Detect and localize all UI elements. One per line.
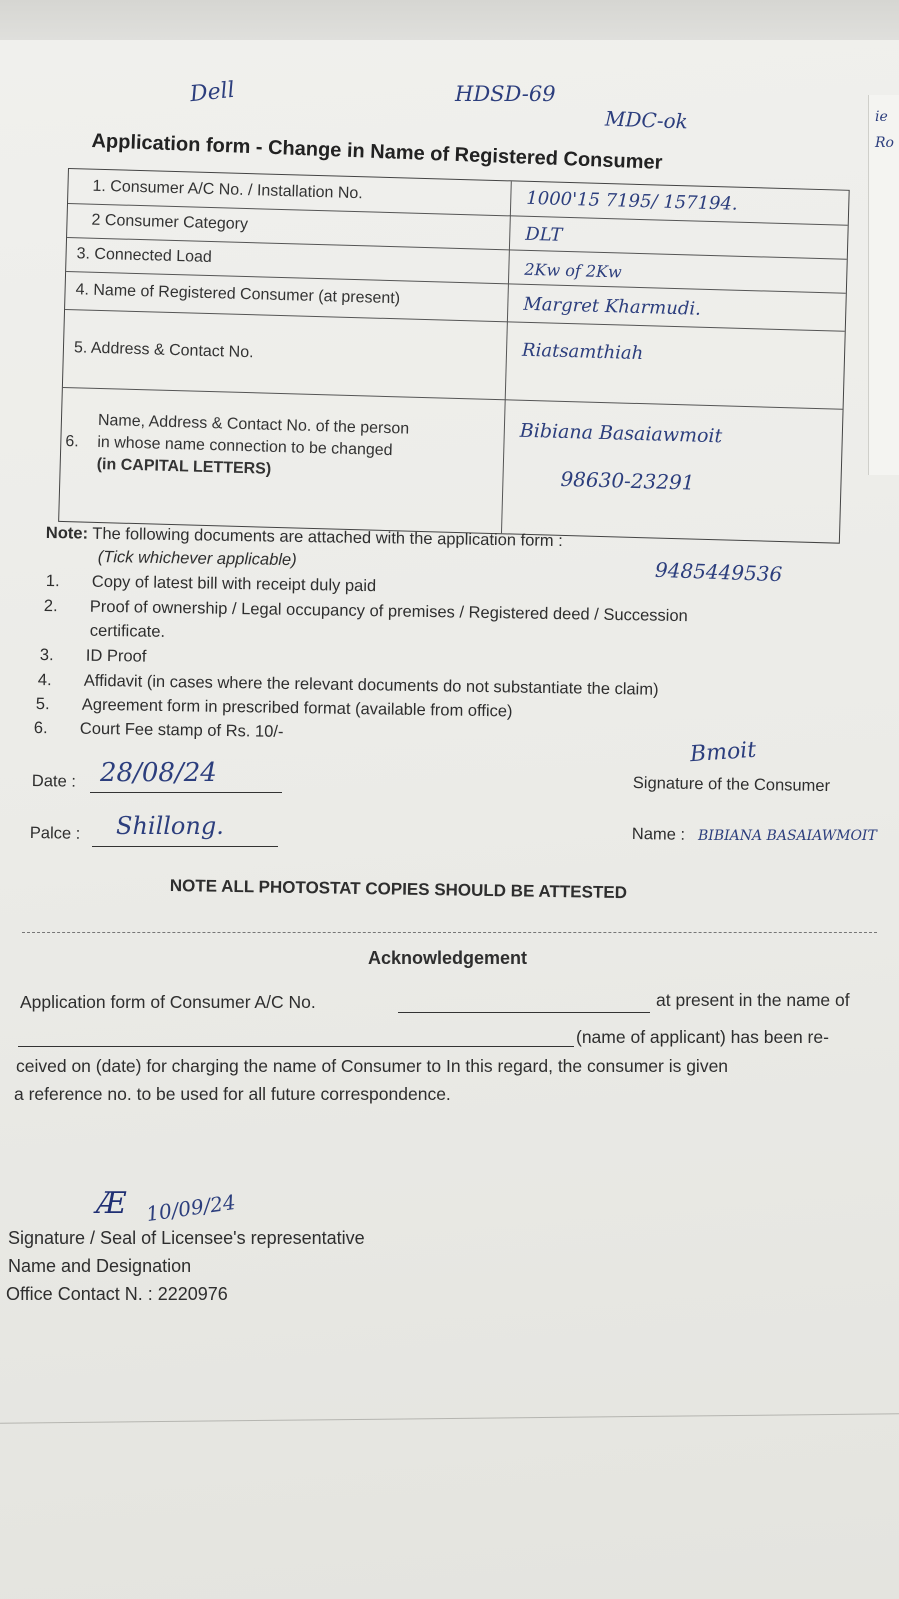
ack-line2-b: (name of applicant) has been re- bbox=[576, 1027, 829, 1047]
notes-heading-bold: Note: bbox=[45, 524, 89, 543]
licensee-line2: Name and Designation bbox=[8, 1256, 192, 1276]
acknowledgement-heading: Acknowledgement bbox=[368, 948, 528, 968]
margin-note-2: Ro bbox=[875, 135, 894, 151]
extra-phone: 9485449536 bbox=[654, 557, 783, 587]
row-value: 1000'15 7195/ 157194. bbox=[526, 187, 738, 215]
adjacent-paper-edge bbox=[868, 95, 899, 475]
row-value-phone: 98630-23291 bbox=[560, 466, 695, 495]
date-label: Date : bbox=[31, 772, 77, 791]
form-title: Application form - Change in Name of Registered Consumer bbox=[91, 130, 663, 174]
ack-line1-b: at present in the name of bbox=[656, 990, 850, 1010]
account-blank bbox=[398, 1012, 650, 1013]
table-row bbox=[59, 387, 842, 541]
row-value-name: Bibiana Basaiawmoit bbox=[519, 419, 723, 448]
row-label: 1. Consumer A/C No. / Installation No. bbox=[92, 177, 363, 203]
applicant-blank bbox=[18, 1046, 574, 1047]
handwritten-mark: Dell bbox=[188, 77, 236, 108]
row-number: 6. bbox=[65, 433, 79, 451]
row-label: 2 Consumer Category bbox=[91, 211, 249, 234]
row-label-line2: in whose name connection to be changed bbox=[97, 433, 393, 460]
consumer-signature: Bmoit bbox=[689, 737, 757, 768]
row-value: Margret Kharmudi. bbox=[523, 293, 702, 320]
row-value: DLT bbox=[525, 223, 563, 246]
row-value: Riatsamthiah bbox=[521, 339, 644, 365]
row-label: 5. Address & Contact No. bbox=[73, 339, 254, 362]
place-value: Shillong. bbox=[116, 812, 224, 840]
row-value: 2Kw of 2Kw bbox=[524, 259, 622, 282]
licensee-signature-date: 10/09/24 bbox=[144, 1189, 238, 1227]
row-label: 3. Connected Load bbox=[76, 245, 213, 267]
licensee-line1: Signature / Seal of Licensee's representative bbox=[8, 1228, 365, 1248]
licensee-line3: Office Contact N. : 2220976 bbox=[6, 1284, 228, 1304]
name-label: Name : bbox=[631, 825, 686, 844]
place-underline bbox=[92, 846, 278, 847]
place-label: Palce : bbox=[29, 824, 81, 843]
list-item: certificate. bbox=[89, 621, 166, 641]
notes-heading-text: The following documents are attached with the application form : bbox=[92, 524, 563, 551]
ack-line4: a reference no. to be used for all future correspondence. bbox=[14, 1084, 451, 1104]
list-item: 5. Agreement form in prescribed format (available from office) bbox=[35, 695, 513, 721]
ack-line3: ceived on (date) for charging the name of Consumer to In this regard, the consumer is given bbox=[16, 1056, 729, 1076]
handwritten-approval: MDC-ok bbox=[604, 106, 689, 134]
licensee-initials-mark: Æ bbox=[96, 1186, 127, 1221]
list-item: 4. Affidavit (in cases where the relevant documents do not substantiate the claim) bbox=[37, 671, 659, 699]
date-value: 28/08/24 bbox=[100, 758, 217, 788]
handwritten-code: HDSD-69 bbox=[455, 82, 556, 106]
list-item: 2. Proof of ownership / Legal occupancy of premises / Registered deed / Succession bbox=[43, 597, 688, 626]
attest-note: NOTE ALL PHOTOSTAT COPIES SHOULD BE ATTESTED bbox=[169, 876, 628, 903]
margin-note-1: ie bbox=[875, 109, 888, 125]
details-table bbox=[58, 168, 850, 544]
cut-line bbox=[22, 932, 877, 933]
ack-line1-a: Application form of Consumer A/C No. bbox=[20, 992, 316, 1012]
row-label-line1: Name, Address & Contact No. of the person bbox=[97, 411, 410, 438]
date-underline bbox=[90, 792, 282, 793]
list-item: 1. Copy of latest bill with receipt duly paid bbox=[45, 572, 377, 596]
list-item: 6. Court Fee stamp of Rs. 10/- bbox=[33, 719, 284, 741]
row-label-line3: (in CAPITAL LETTERS) bbox=[96, 455, 272, 478]
list-item: 3. ID Proof bbox=[39, 646, 147, 666]
name-value: BIBIANA BASAIAWMOIT bbox=[698, 828, 877, 844]
row-label: 4. Name of Registered Consumer (at present) bbox=[75, 281, 401, 308]
notes-subheading: (Tick whichever applicable) bbox=[97, 548, 297, 570]
signature-label: Signature of the Consumer bbox=[632, 774, 831, 796]
